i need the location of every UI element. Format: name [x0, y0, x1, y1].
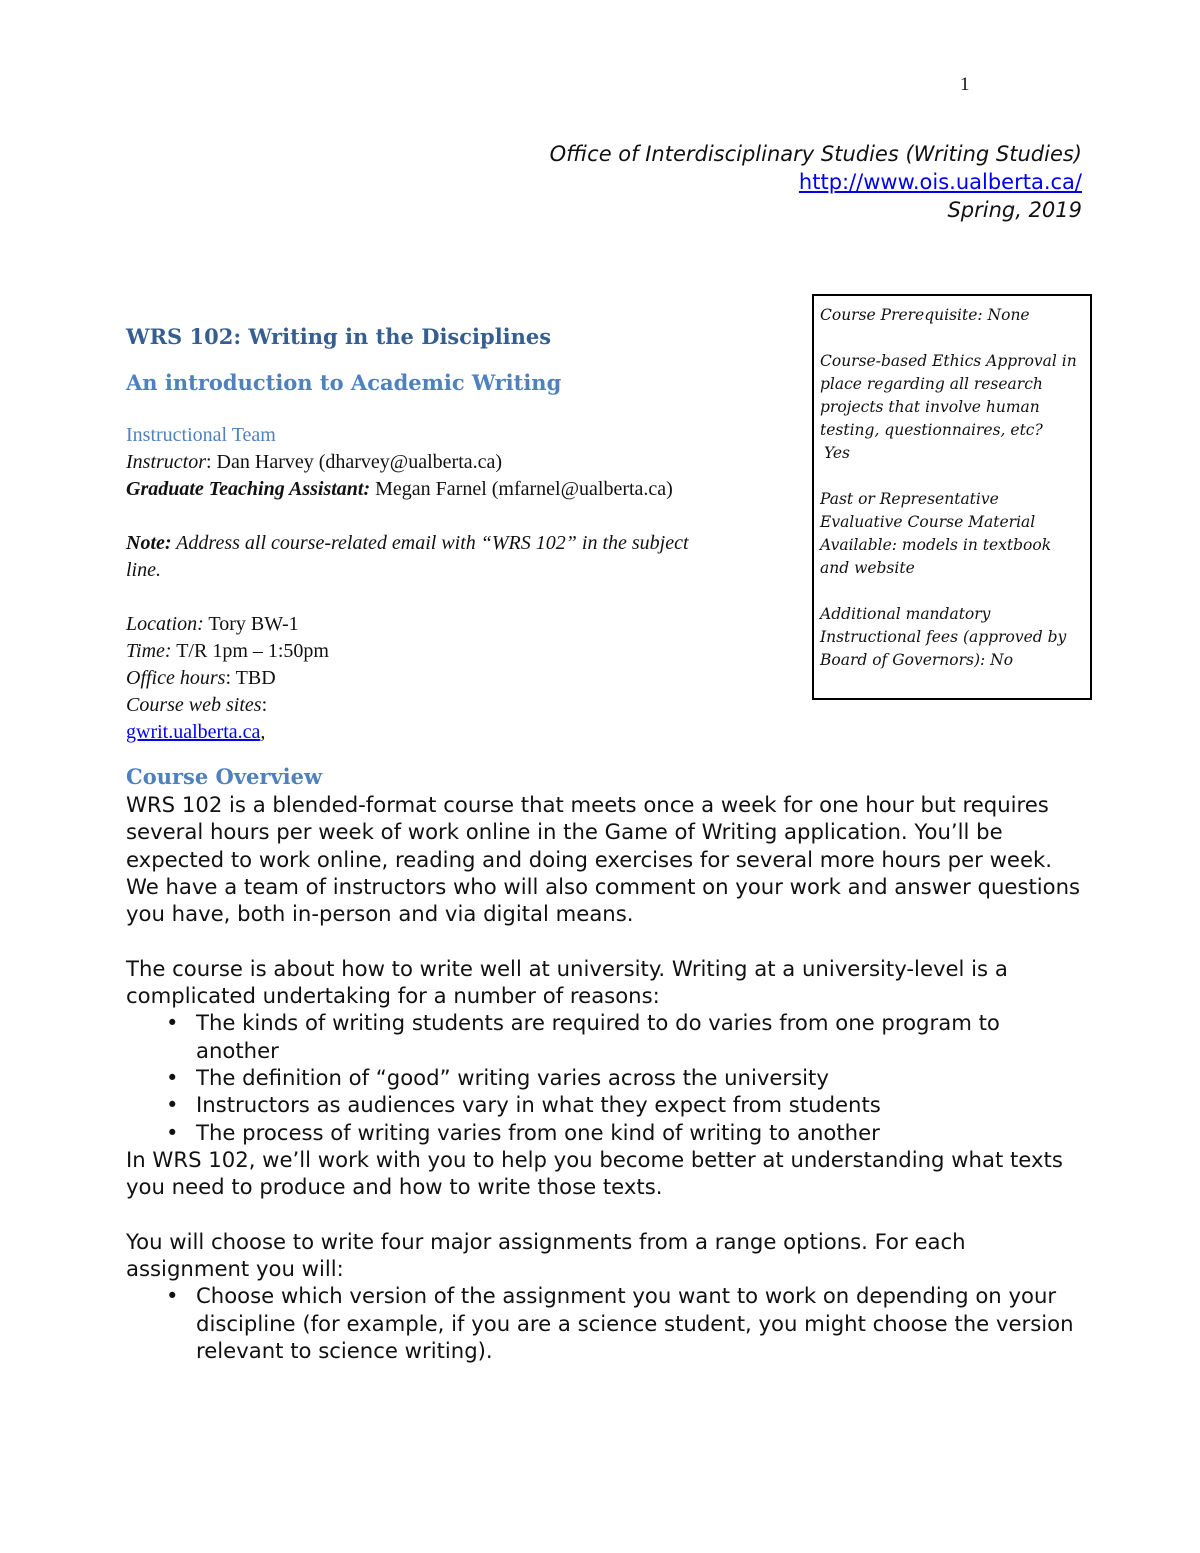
overview-paragraph-2: The course is about how to write well at university. Writing at a university-level is a complicated undertaking for a number of reasons:	[126, 955, 1008, 1009]
overview-paragraph-3: In WRS 102, we’ll work with you to help you become better at understanding what texts you need to produce and how to write those texts.	[126, 1146, 1063, 1200]
overview-heading: Course Overview	[126, 764, 323, 789]
ethics-answer: Yes	[824, 444, 851, 462]
bullet-icon: •	[166, 1010, 179, 1036]
note-text: Address all course-related email with “WRS 102” in the subject line.	[126, 532, 689, 581]
reasons-list	[126, 1009, 1086, 1145]
web-sites-label: Course web sites	[126, 694, 262, 716]
gta-value: Megan Farnel (mfarnel@ualberta.ca)	[370, 478, 673, 500]
web-sites-colon: :	[261, 694, 268, 716]
course-website-link[interactable]: gwrit.ualberta.ca	[126, 721, 261, 743]
course-info-box	[812, 294, 1092, 700]
course-title: WRS 102: Writing in the Disciplines	[126, 324, 552, 349]
list-item: • The definition of “good” writing varies across the university	[166, 1064, 829, 1090]
office-hours-value: : TBD	[225, 667, 276, 689]
document-header	[550, 140, 1082, 224]
instructional-team	[126, 422, 786, 746]
assignment-steps-list	[126, 1282, 1086, 1364]
location-value: Tory BW-1	[203, 613, 299, 635]
office-name: Office of Interdisciplinary Studies (Writing Studies)	[549, 142, 1082, 166]
office-hours-label: Office hours	[126, 667, 226, 689]
overview-body	[126, 791, 1086, 1364]
web-sites-line	[126, 692, 786, 719]
list-item: • Instructors as audiences vary in what they expect from students	[166, 1092, 881, 1118]
web-link-comma: ,	[260, 721, 266, 743]
evaluative-material: Past or Representative Evaluative Course Material Available: models in textbook and website	[820, 490, 1052, 577]
time-value: T/R 1pm – 1:50pm	[171, 640, 329, 662]
instructor-label: Instructor	[126, 451, 206, 473]
term: Spring, 2019	[947, 198, 1082, 222]
office-hours-line	[126, 665, 786, 692]
ethics-question: Course-based Ethics Approval in place regarding all research projects that involve human testing, questionnaires, etc?	[820, 352, 1077, 439]
gta-line	[126, 476, 786, 503]
bullet-icon: •	[166, 1064, 179, 1090]
location-line	[126, 611, 786, 638]
location-label: Location:	[126, 613, 204, 635]
bullet-icon: •	[166, 1092, 179, 1118]
office-url-link[interactable]: http://www.ois.ualberta.ca/	[798, 170, 1082, 194]
bullet-icon: •	[166, 1119, 179, 1145]
list-item: • The process of writing varies from one kind of writing to another	[166, 1119, 880, 1145]
bullet-icon: •	[166, 1283, 179, 1309]
list-item: • Choose which version of the assignment you want to work on depending on your discipline (for example, if you are a science student, you might choose the version relevant to science writing).	[166, 1283, 1074, 1363]
course-subtitle: An introduction to Academic Writing	[126, 370, 562, 395]
time-line	[126, 638, 786, 665]
gta-label: Graduate Teaching Assistant:	[126, 478, 371, 500]
additional-fees: Additional mandatory Instructional fees (approved by Board of Governors): No	[820, 605, 1067, 669]
page-number: 1	[960, 74, 970, 95]
overview-paragraph-4: You will choose to write four major assignments from a range options. For each assignment you will:	[126, 1228, 966, 1282]
time-label: Time:	[126, 640, 172, 662]
note-label: Note:	[126, 532, 172, 554]
ethics-approval	[820, 350, 1084, 465]
list-item: • The kinds of writing students are required to do varies from one program to another	[166, 1010, 1000, 1063]
instructor-value: : Dan Harvey (dharvey@ualberta.ca)	[206, 451, 503, 473]
overview-paragraph-1: WRS 102 is a blended-format course that meets once a week for one hour but requires several hours per week of work online in the Game of Writing application. You’ll be expected to work online, reading and doing exercises for several more hours per week. We have a team of instructors who will also comment on your work and answer questions you have, both in-person and via digital means.	[126, 792, 1081, 927]
email-note	[126, 530, 726, 584]
prerequisite: Course Prerequisite: None	[820, 306, 1030, 324]
instructor-line	[126, 449, 786, 476]
team-heading: Instructional Team	[126, 424, 276, 446]
